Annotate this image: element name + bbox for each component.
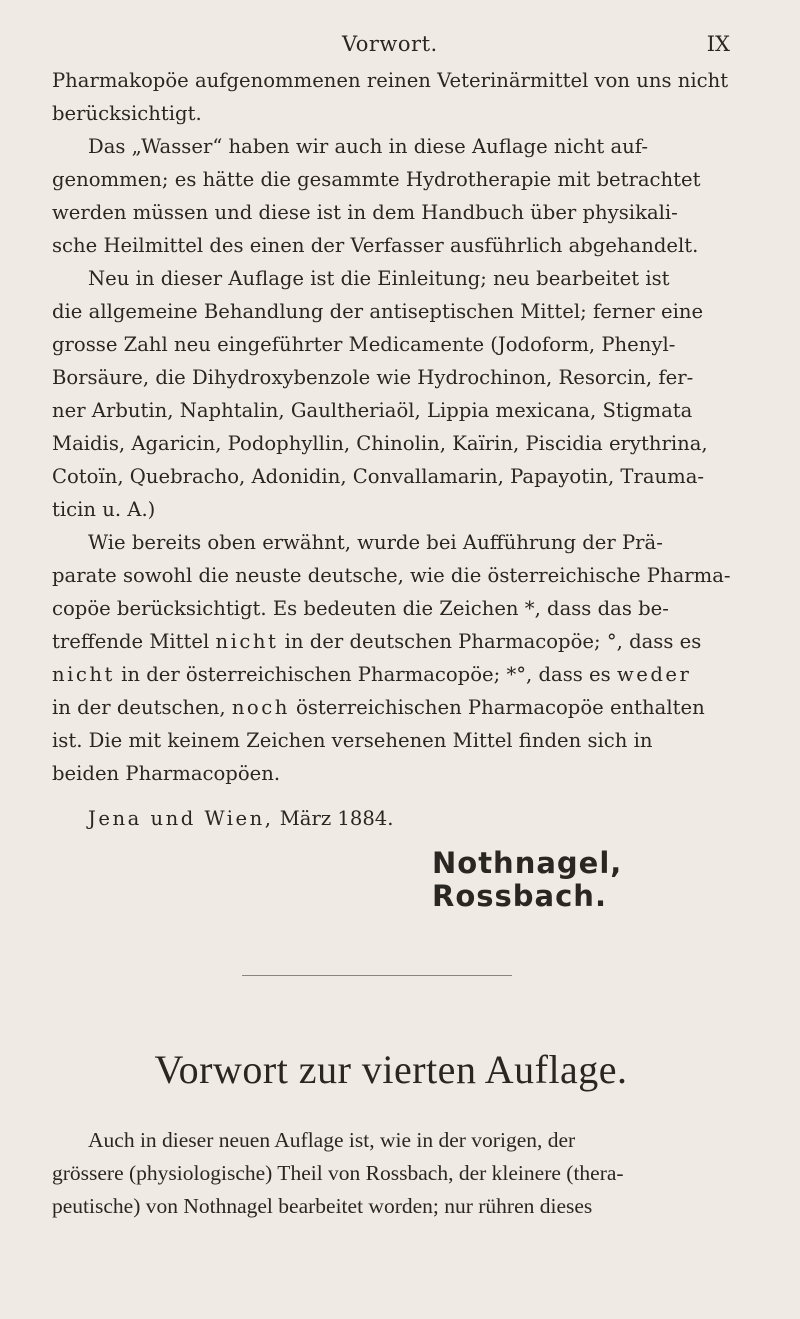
fourth-edition-text	[52, 1124, 730, 1223]
section-heading: Vorwort zur vierten Auflage.	[154, 1047, 628, 1092]
paragraph-pharmacopoeia-signs	[52, 526, 730, 790]
paragraph-veterinary	[52, 64, 730, 130]
preface-text	[52, 64, 730, 913]
text-line: die allgemeine Behandlung der antiseptischen Mittel; ferner eine	[52, 300, 704, 323]
text-run: in der österreichischen Pharmacopöe; *°, dass es	[114, 663, 617, 686]
text-line: ner Arbutin, Naphtalin, Gaultheriaöl, Lippia mexicana, Stigmata	[52, 399, 693, 422]
text-line: werden müssen und diese ist in dem Handbuch über physikali-	[52, 201, 678, 224]
text-line: parate sowohl die neuste deutsche, wie die österreichische Pharma-	[52, 564, 731, 587]
place-names: Jena und Wien,	[88, 807, 274, 830]
text-line: grosse Zahl neu eingeführter Medicamente (Jodoform, Phenyl-	[52, 333, 676, 356]
running-title: Vorwort.	[342, 32, 438, 56]
text-line	[52, 691, 730, 724]
text-line: genommen; es hätte die gesammte Hydrotherapie mit betrachtet	[52, 168, 701, 191]
text-line: sche Heilmittel des einen der Verfasser ausführlich abgehandelt.	[52, 234, 699, 257]
text-line: copöe berücksichtigt. Es bedeuten die Zeichen *, dass das be-	[52, 597, 669, 620]
running-head	[52, 28, 730, 64]
text-line: Maidis, Agaricin, Podophyllin, Chinolin, Kaïrin, Piscidia erythrina,	[52, 432, 708, 455]
emphasis-nicht: nicht	[215, 630, 279, 653]
text-line: peutische) von Nothnagel bearbeitet worden; nur rühren dieses	[52, 1194, 593, 1218]
text-line	[52, 658, 730, 691]
date: März 1884.	[273, 807, 394, 830]
emphasis-weder: weder	[616, 663, 692, 686]
place-and-date	[88, 802, 730, 835]
authors-signature: Nothnagel, Rossbach.	[432, 846, 623, 913]
paragraph-water	[52, 130, 730, 262]
text-line: ist. Die mit keinem Zeichen versehenen Mittel finden sich in	[52, 729, 653, 752]
text-line: Borsäure, die Dihydroxybenzole wie Hydrochinon, Resorcin, fer-	[52, 366, 694, 389]
text-line	[52, 625, 730, 658]
text-line: beiden Pharmacopöen.	[52, 762, 281, 785]
text-run: österreichischen Pharmacopöe enthalten	[289, 696, 705, 719]
text-line: Cotoïn, Quebracho, Adonidin, Convallamarin, Papayotin, Trauma-	[52, 465, 705, 488]
text-line: Pharmakopöe aufgenommenen reinen Veterinärmittel von uns nicht	[52, 69, 729, 92]
emphasis-noch: noch	[231, 696, 290, 719]
page-number: IX	[706, 32, 730, 56]
section-divider	[242, 975, 512, 976]
text-line: Wie bereits oben erwähnt, wurde bei Aufführung der Prä-	[88, 531, 663, 554]
paragraph-new-content	[52, 262, 730, 526]
text-line: ticin u. A.)	[52, 498, 156, 521]
text-run: in der deutschen,	[52, 696, 232, 719]
text-line: grössere (physiologische) Theil von Rossbach, der kleinere (thera-	[52, 1161, 624, 1185]
text-line: Das „Wasser“ haben wir auch in diese Auflage nicht auf-	[88, 135, 648, 158]
text-line: Neu in dieser Auflage ist die Einleitung; neu bearbeitet ist	[88, 267, 670, 290]
text-run: treffende Mittel	[52, 630, 216, 653]
text-run: in der deutschen Pharmacopöe; °, dass es	[278, 630, 702, 653]
emphasis-nicht: nicht	[52, 663, 115, 686]
text-line: Auch in dieser neuen Auflage ist, wie in der vorigen, der	[88, 1128, 576, 1152]
text-line: berücksichtigt.	[52, 102, 202, 125]
